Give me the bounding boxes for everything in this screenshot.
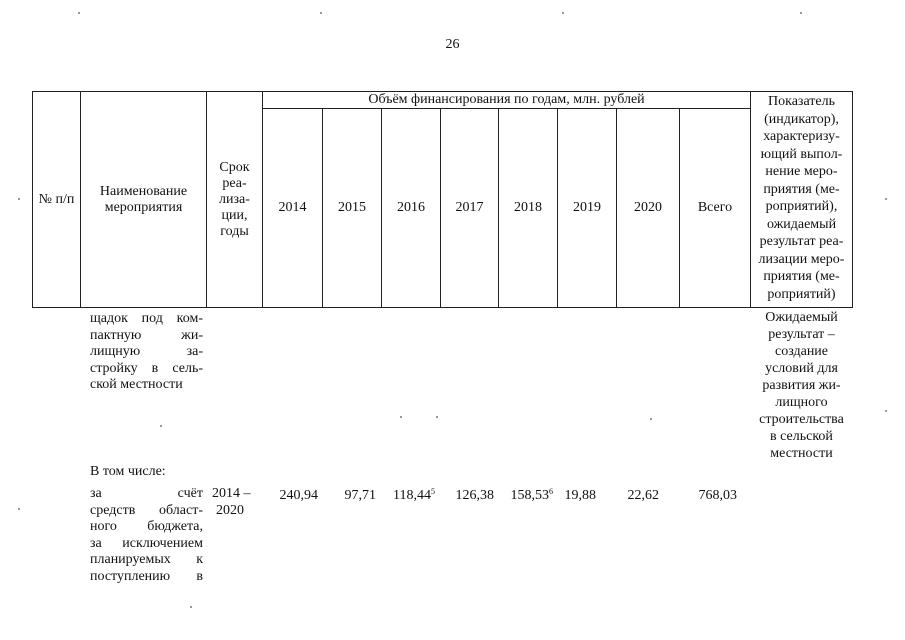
header-year: 2019 <box>573 200 601 215</box>
scan-speck <box>190 606 192 608</box>
value-total: 768,03 <box>698 488 737 503</box>
scan-speck <box>885 198 887 200</box>
scan-speck <box>800 12 802 14</box>
scan-speck <box>18 198 20 200</box>
expected-result: Ожидаемый результат – создание условий для развития жи- лищного строительства в сельской местности <box>759 310 844 461</box>
header-total: Всего <box>697 200 733 215</box>
scan-speck <box>320 12 322 14</box>
header-name: Наименование мероприятия <box>99 183 188 215</box>
scan-speck <box>400 416 402 418</box>
scan-speck <box>436 416 438 418</box>
row-name: за счёт средств област- ного бюджета, за исключением планируемых к поступлению в <box>90 486 203 584</box>
value-2017: 126,38 <box>455 488 494 503</box>
value-2015: 97,71 <box>344 488 376 503</box>
value-2020: 22,62 <box>627 488 659 503</box>
scan-speck <box>18 508 20 510</box>
scan-speck <box>885 410 887 412</box>
value-2019: 19,88 <box>564 488 596 503</box>
page-number: 26 <box>445 37 460 52</box>
scan-speck <box>78 12 80 14</box>
scan-speck <box>650 418 652 420</box>
scan-speck <box>160 425 162 427</box>
header-number: № п/п <box>38 191 75 207</box>
header-funding: Объём финансирования по годам, млн. рублей <box>368 92 645 107</box>
footnote-mark: 5 <box>431 487 435 496</box>
row-term: 2014 – 2020 <box>212 486 251 518</box>
measure-name-continued: щадок под ком- пактную жи- лищную за- стройку в сель- ской местности <box>90 311 203 392</box>
header-year: 2018 <box>514 200 542 215</box>
footnote-mark: 6 <box>549 487 553 496</box>
value-2014: 240,94 <box>279 488 318 503</box>
value-2018: 158,53$^6$ <box>510 487 553 503</box>
header-year: 2020 <box>634 200 662 215</box>
value-2016: 118,44$^5$ <box>393 487 435 503</box>
header-year: 2015 <box>338 200 366 215</box>
scan-speck <box>562 12 564 14</box>
header-year: 2014 <box>278 200 307 215</box>
header-term: Срок реа-лиза-ции, годы <box>219 159 250 239</box>
header-year: 2016 <box>397 200 425 215</box>
including-label: В том числе: <box>90 464 166 479</box>
header-year: 2017 <box>455 200 484 215</box>
header-indicator: Показатель (индикатор), характеризу- ющий выпол- нение меро- приятия (ме- роприятий), ожидаемый результат реа- лизации меро- приятия (ме- роприятий) <box>758 94 845 302</box>
